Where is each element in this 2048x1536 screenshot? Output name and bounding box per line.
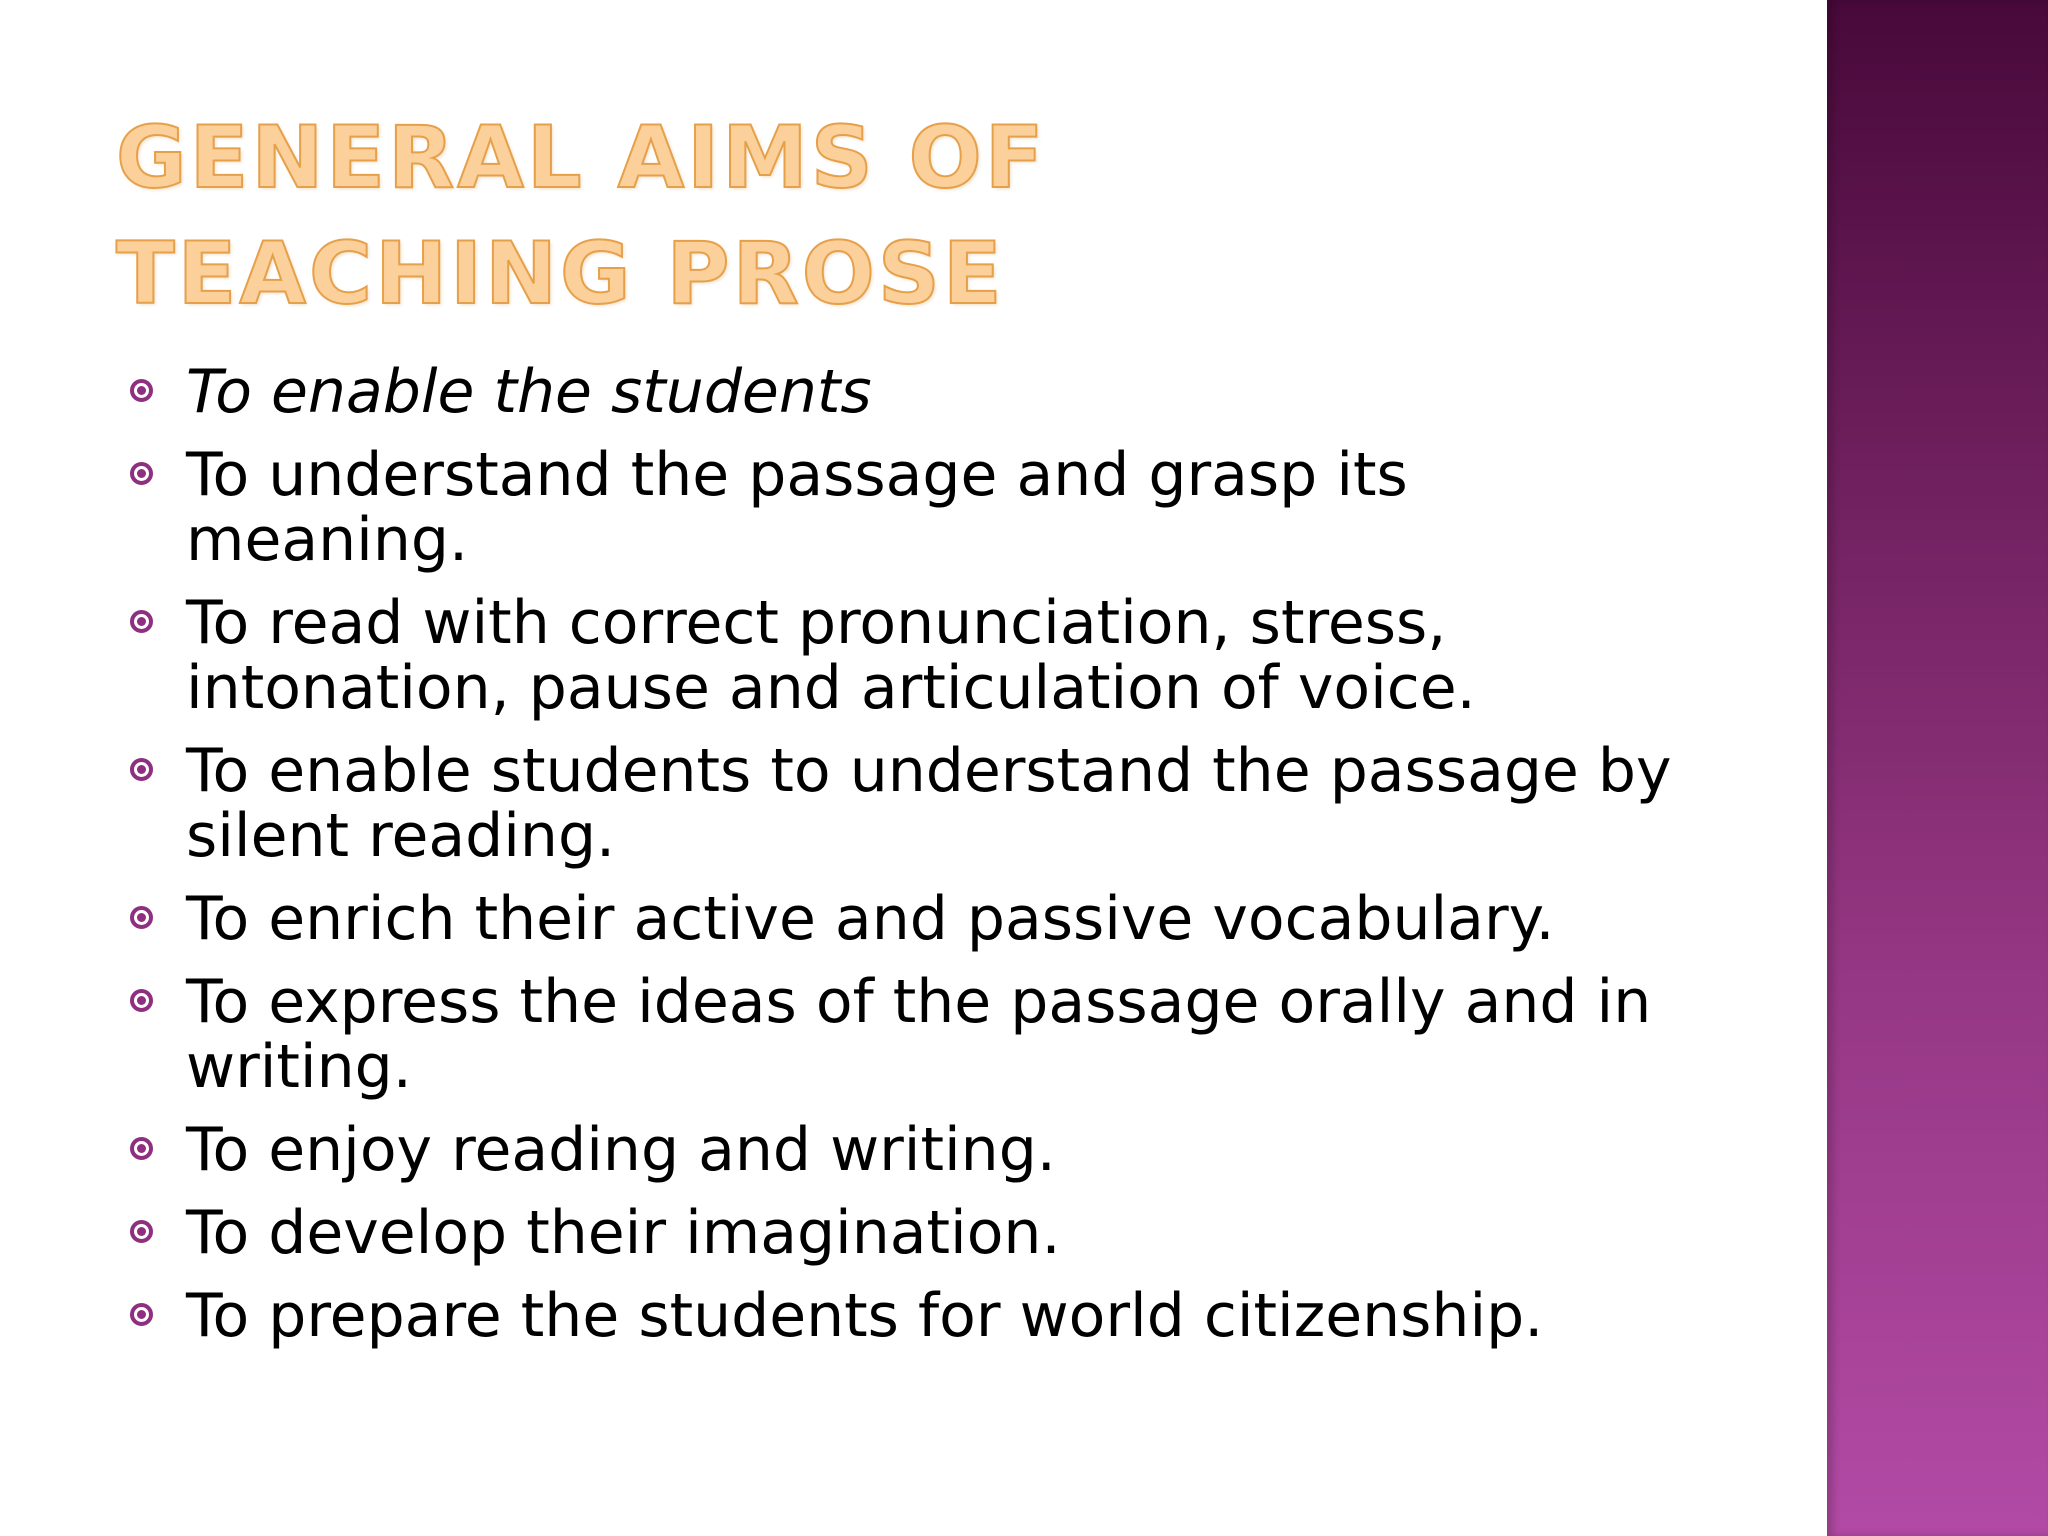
bullet-text: To read with correct pronunciation, stress, intonation, pause and articulation of voice.: [186, 588, 1476, 723]
bullet-item: [126, 357, 1686, 427]
bullet-item: [126, 884, 1686, 954]
bullet-item: [126, 967, 1686, 1102]
bullet-text: To develop their imagination.: [186, 1198, 1061, 1268]
circled-dot-bullet-icon: [130, 1137, 153, 1160]
circled-dot-bullet-icon: [130, 989, 153, 1012]
circled-dot-bullet-icon: [130, 1220, 153, 1243]
decorative-side-band: [1827, 0, 2048, 1536]
bullet-text: To enable the students: [186, 357, 872, 427]
circled-dot-bullet-icon: [130, 379, 153, 402]
circled-dot-bullet-icon: [130, 1303, 153, 1326]
bullet-item: [126, 1281, 1686, 1351]
slide-title: GENERAL AIMS OF TEACHING PROSE: [116, 108, 1047, 324]
bullet-item: [126, 1198, 1686, 1268]
bullet-item: [126, 440, 1686, 575]
bullet-item: [126, 1115, 1686, 1185]
bullet-text: To enable students to understand the passage by silent reading.: [186, 736, 1672, 871]
bullet-list: [126, 357, 1686, 1367]
bullet-text: To enrich their active and passive vocabulary.: [186, 884, 1555, 954]
circled-dot-bullet-icon: [130, 462, 153, 485]
bullet-text: To enjoy reading and writing.: [186, 1115, 1056, 1185]
bullet-text: To prepare the students for world citizenship.: [186, 1281, 1544, 1351]
bullet-item: [126, 588, 1686, 723]
circled-dot-bullet-icon: [130, 758, 153, 781]
bullet-text: To express the ideas of the passage orally and in writing.: [186, 967, 1652, 1102]
circled-dot-bullet-icon: [130, 610, 153, 633]
circled-dot-bullet-icon: [130, 906, 153, 929]
bullet-item: [126, 736, 1686, 871]
bullet-text: To understand the passage and grasp its meaning.: [186, 440, 1408, 575]
